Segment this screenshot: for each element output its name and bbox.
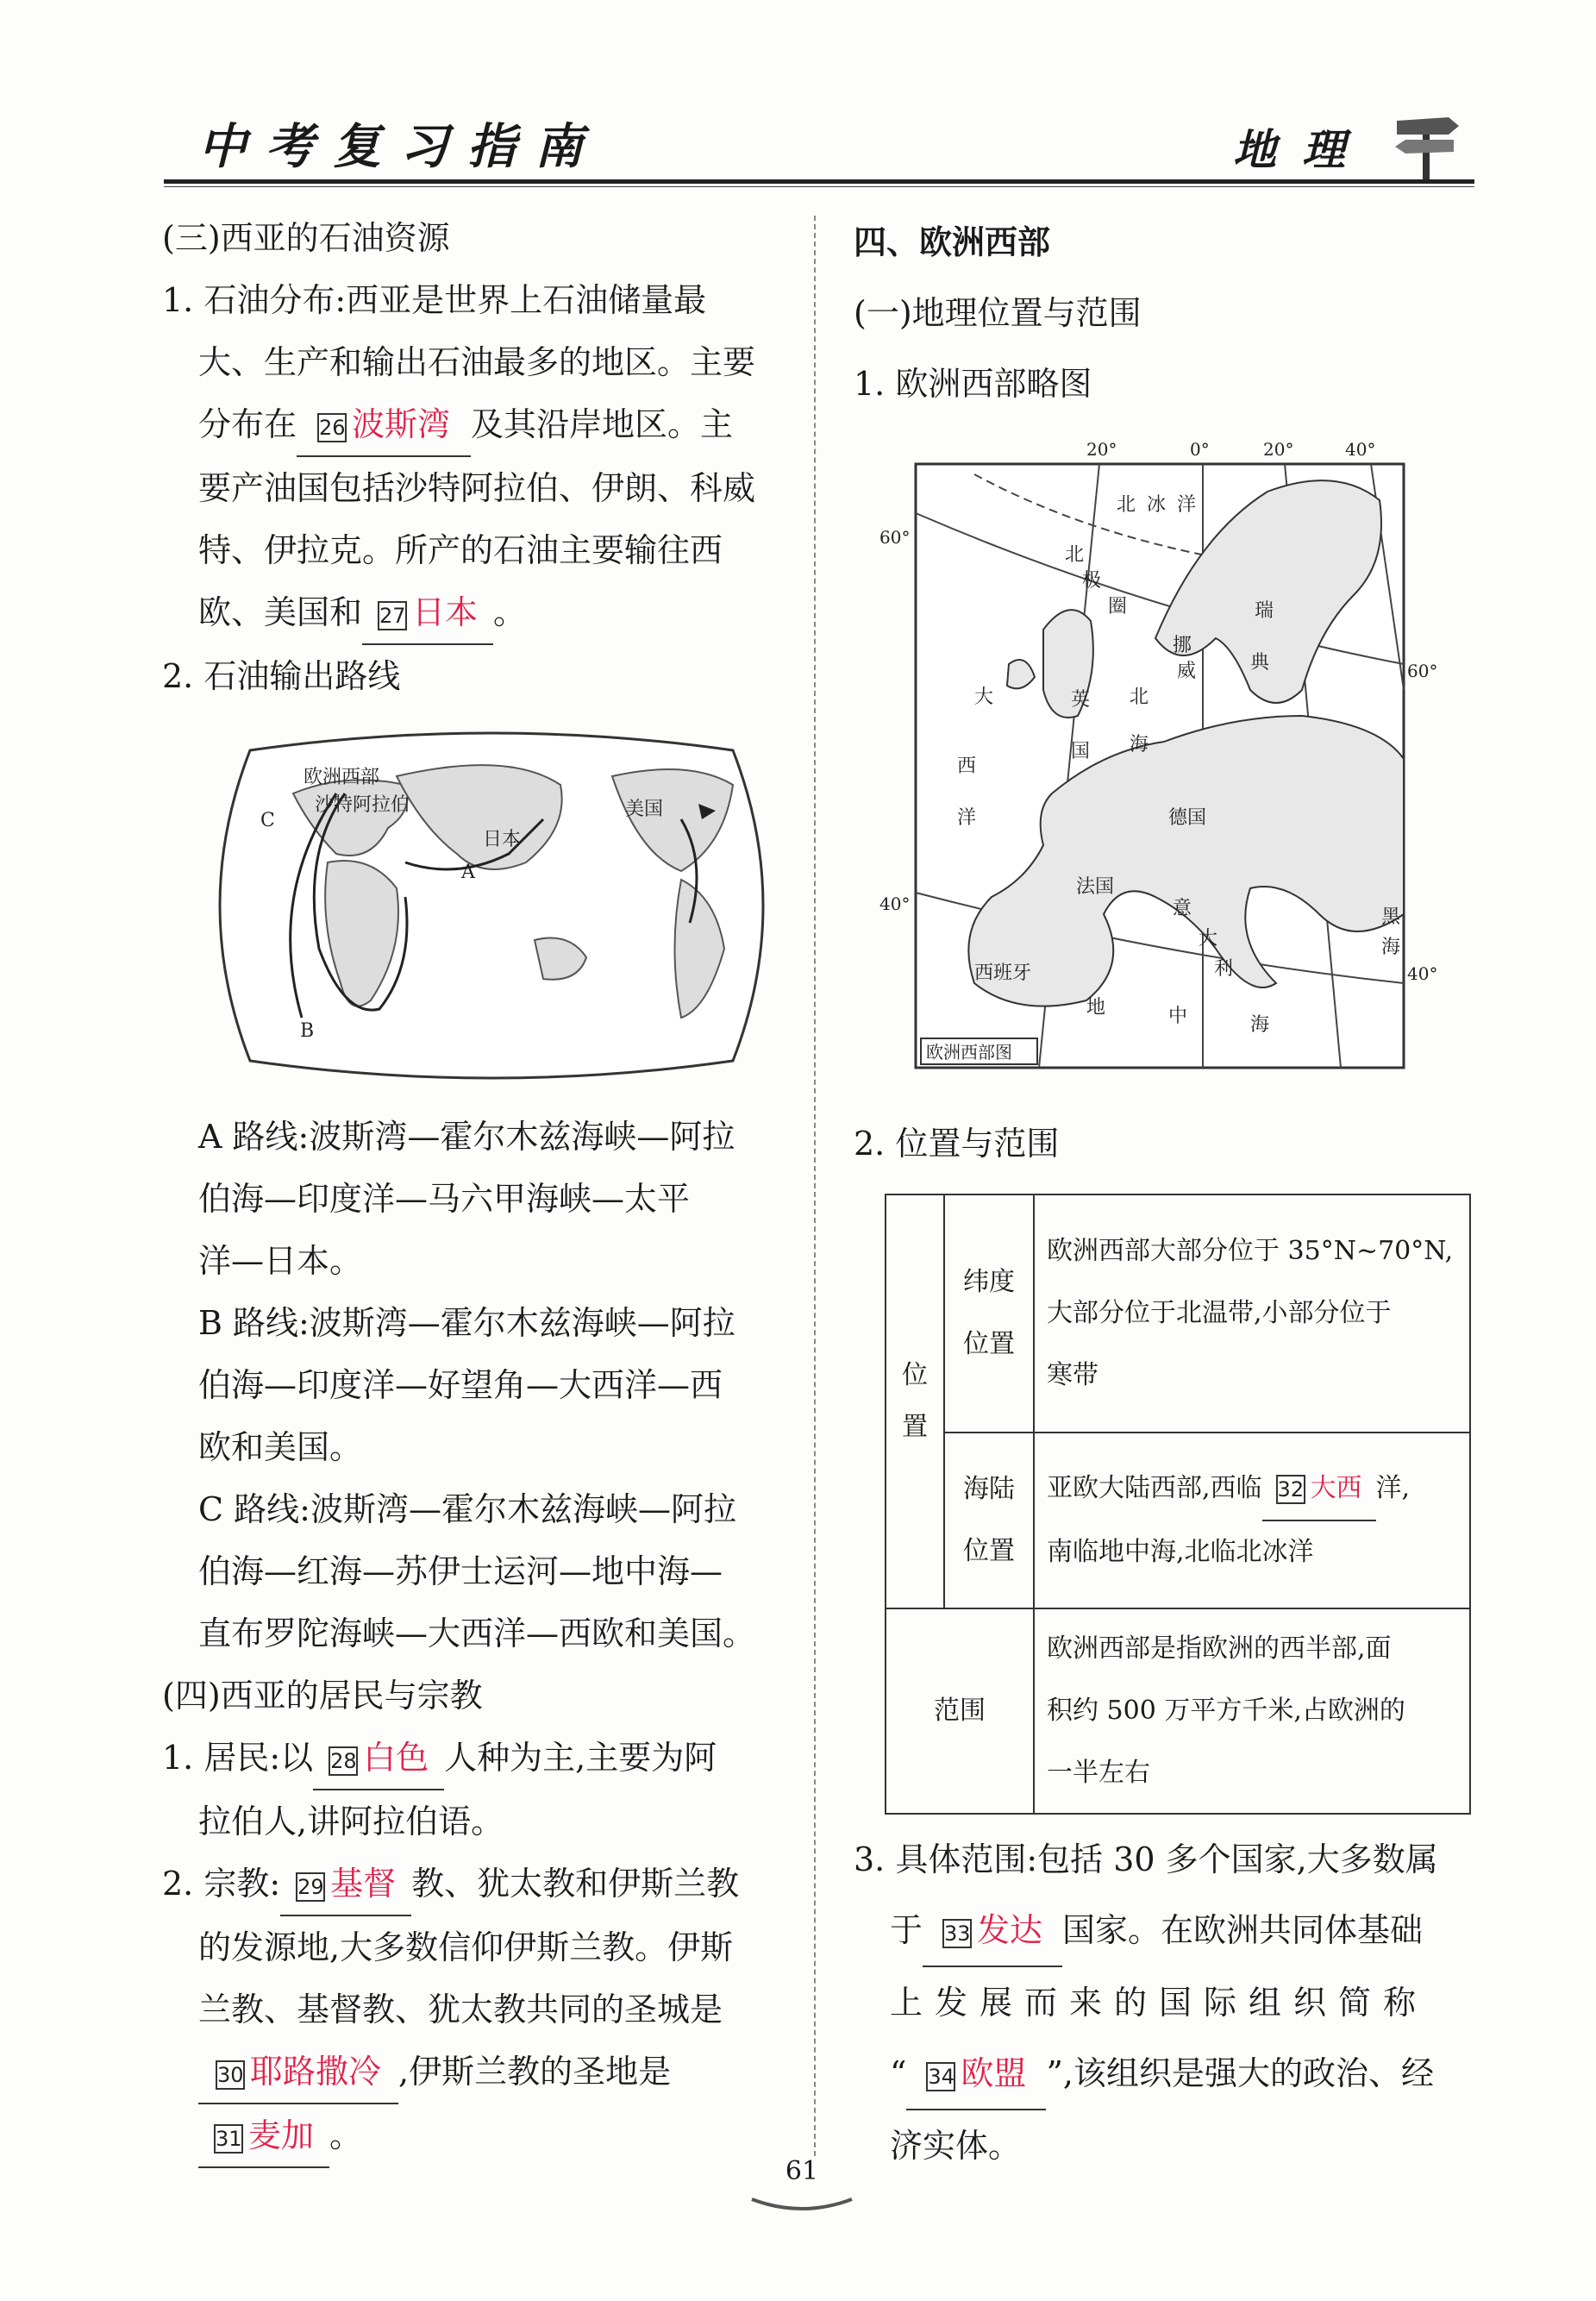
map-label-a: A (461, 862, 475, 883)
map-label-atlantic: 洋 (957, 807, 977, 829)
position-title: 2. 位置与范围 (854, 1125, 1060, 1163)
map-label-black-sea: 海 (1381, 937, 1401, 958)
blank-answer: 发达 (977, 1911, 1043, 1949)
route-a-2: 伯海—印度洋—马六甲海峡—太平 (198, 1180, 691, 1218)
blank-number: 31 (214, 2124, 243, 2154)
blank-33[interactable] (923, 1895, 1062, 1967)
s1-line4: 要产油国包括沙特阿拉伯、伊朗、科威 (198, 469, 756, 507)
map-label-mediterranean: 海 (1250, 1014, 1270, 1036)
range-text: 欧洲西部是指欧洲的西半部,面 (1047, 1633, 1392, 1664)
west-europe-map (871, 431, 1457, 1078)
range-text-cell (1034, 1608, 1470, 1814)
sea-text-cell (1034, 1433, 1470, 1608)
pos-label-cell (886, 1194, 944, 1608)
map-label-arctic-circle: 极 (1082, 570, 1102, 592)
lat-text: 大部分位于北温带,小部分位于 (1047, 1298, 1392, 1328)
map-label-germany: 德国 (1168, 807, 1207, 829)
range-text: 积约 500 万平方千米,占欧洲的 (1047, 1696, 1405, 1726)
sea-label: 位置 (963, 1536, 1015, 1566)
blank-28[interactable] (313, 1727, 444, 1790)
map-label-atlantic: 西 (957, 756, 977, 777)
lon-label: 20° (1086, 439, 1117, 460)
r1-line2: 拉伯人,讲阿拉伯语。 (198, 1803, 504, 1840)
map-label-france: 法国 (1076, 876, 1115, 898)
lat-label: 40° (1407, 963, 1438, 984)
r2-line4: 30 耶路撒冷 ,伊斯兰教的圣地是 (162, 2041, 792, 2104)
r2-line3: 兰教、基督教、犹太教共同的圣城是 (198, 1991, 723, 2028)
signpost-icon (1388, 110, 1466, 179)
blank-answer: 日本 (412, 593, 479, 631)
route-b-1: B 路线:波斯湾—霍尔木兹海峡—阿拉 (198, 1304, 735, 1342)
blank-number: 30 (216, 2060, 245, 2090)
sea-label: 海陆 (963, 1474, 1015, 1504)
route-c-3: 直布罗陀海峡—大西洋—西欧和美国。 (198, 1614, 756, 1652)
lon-label: 20° (1263, 439, 1294, 460)
s3-line4: “ 34 欧盟 ”,该组织是强大的政治、经 (854, 2038, 1474, 2110)
blank-number: 28 (329, 1746, 358, 1776)
map-label-mediterranean: 地 (1086, 997, 1106, 1019)
map-label-west-europe: 欧洲西部 (304, 767, 380, 788)
blank-29[interactable] (280, 1853, 411, 1916)
blank-answer: 基督 (330, 1865, 397, 1903)
lat-label: 60° (1407, 661, 1438, 681)
blank-number: 34 (926, 2062, 955, 2091)
blank-number: 27 (378, 601, 407, 630)
sea-line1: 亚欧大陆西部,西临 32 大西 洋, (1047, 1458, 1468, 1521)
blank-34[interactable] (906, 2038, 1046, 2110)
blank-answer: 欧盟 (961, 2054, 1027, 2092)
blank-answer: 耶路撒冷 (249, 2053, 381, 2091)
map-label-b: B (300, 1020, 315, 1042)
blank-number: 32 (1276, 1475, 1305, 1504)
pos-title (854, 1113, 1474, 1175)
r2-line5: 31 麦加 。 (162, 2104, 792, 2168)
subject-title: 地理 (1233, 124, 1371, 175)
map-label-arctic-ocean: 冰 (1147, 494, 1167, 516)
blank-27[interactable] (362, 581, 493, 645)
map-label-sweden: 瑞 (1255, 600, 1274, 622)
route-a-1: A 路线:波斯湾—霍尔木兹海峡—阿拉 (198, 1118, 735, 1156)
s3-line3: 上发展而来的国际组织简称 (890, 1984, 1429, 2022)
route-b-2: 伯海—印度洋—好望角—大西洋—西 (198, 1366, 723, 1404)
map-label-saudi: 沙特阿拉伯 (315, 794, 410, 816)
blank-answer: 大西 (1310, 1473, 1362, 1503)
map-label-black-sea: 黑 (1381, 906, 1401, 928)
page-number: 61 (785, 2156, 819, 2186)
s1-line3: 分布在 26 波斯湾 及其沿岸地区。主 (162, 393, 792, 457)
s1-line6: 欧、美国和 27 日本 。 (162, 581, 792, 645)
blank-answer: 麦加 (247, 2116, 314, 2154)
left-column-lower (162, 1106, 792, 2168)
page-header (155, 103, 1474, 181)
route-b-3: 欧和美国。 (198, 1428, 363, 1466)
blank-answer: 白色 (363, 1739, 429, 1777)
position-table (885, 1194, 1471, 1815)
section-title: 四、欧洲西部 (854, 223, 1051, 261)
map-label-north-sea: 海 (1130, 734, 1149, 756)
map-label-sweden: 典 (1250, 652, 1270, 674)
map-label-arctic-circle: 圈 (1108, 596, 1128, 618)
lon-label: 0° (1190, 439, 1210, 460)
map-label-italy: 大 (1199, 928, 1218, 950)
lat-label: 60° (879, 527, 911, 548)
blank-31[interactable] (198, 2104, 329, 2168)
s3-line1: 3. 具体范围:包括 30 多个国家,大多数属 (854, 1840, 1438, 1878)
blank-number: 26 (317, 413, 347, 442)
lat-text-cell (1034, 1194, 1470, 1433)
right-column-bottom (854, 1824, 1474, 2181)
route-c-2: 伯海—红海—苏伊士运河—地中海— (198, 1552, 723, 1590)
map-label-arctic-circle: 北 (1065, 544, 1085, 566)
map-label-north-sea: 北 (1130, 687, 1149, 708)
lat-text: 欧洲西部大部分位于 35°N~70°N, (1047, 1236, 1454, 1266)
map-label-uk: 英 (1071, 689, 1091, 711)
map-label-japan: 日本 (483, 829, 522, 850)
header-rule-thin (164, 186, 1474, 187)
s2-title: 2. 石油输出路线 (162, 657, 401, 695)
map-label-uk: 国 (1071, 741, 1091, 762)
map-label-italy: 利 (1214, 958, 1234, 980)
map-label-norway: 威 (1177, 661, 1197, 682)
range-label-cell: 范围 (886, 1608, 1034, 1814)
blank-answer: 波斯湾 (352, 405, 451, 443)
s1-line5: 特、伊拉克。所产的石油主要输往西 (198, 531, 723, 569)
sub1-title: (一)地理位置与范围 (854, 294, 1142, 332)
map-label-c: C (260, 810, 275, 831)
sea-line2: 南临地中海,北临北冰洋 (1047, 1537, 1314, 1567)
r2-line1: 2. 宗教: 29 基督 教、犹太教和伊斯兰教 (162, 1853, 792, 1916)
lat-label: 纬度 (963, 1267, 1015, 1297)
oil-route-map (198, 724, 785, 1087)
map-label-spain: 西班牙 (974, 962, 1032, 984)
section4-title: (四)西亚的居民与宗教 (162, 1677, 483, 1715)
map-label-italy: 意 (1173, 898, 1192, 919)
lat-label-cell (944, 1194, 1034, 1433)
r2-line2: 的发源地,大多数信仰伊斯兰教。伊斯 (198, 1928, 734, 1966)
blank-30[interactable] (198, 2041, 398, 2104)
blank-32[interactable] (1262, 1458, 1376, 1521)
sea-label-cell (944, 1433, 1034, 1608)
s3-line5: 济实体。 (890, 2127, 1022, 2165)
pos-label-char: 置 (902, 1412, 928, 1442)
range-text: 一半左右 (1047, 1758, 1150, 1788)
route-a-3: 洋—日本。 (198, 1242, 363, 1280)
route-c-1: C 路线:波斯湾—霍尔木兹海峡—阿拉 (198, 1490, 736, 1528)
blank-number: 33 (942, 1919, 972, 1948)
map-label-arctic-ocean: 洋 (1177, 494, 1197, 516)
s1-line1: 1. 石油分布:西亚是世界上石油储量最 (162, 281, 707, 319)
lat-label: 位置 (963, 1329, 1015, 1359)
map-label-norway: 挪 (1173, 635, 1192, 656)
blank-number: 29 (296, 1872, 325, 1902)
lat-label: 40° (879, 893, 911, 914)
map-label-atlantic: 大 (974, 687, 994, 708)
pos-label-char: 位 (902, 1360, 928, 1390)
map-label-usa: 美国 (625, 799, 664, 820)
column-divider (814, 216, 816, 2156)
map-caption: 欧洲西部图 (926, 1042, 1012, 1063)
section3-title: (三)西亚的石油资源 (162, 219, 450, 257)
blank-26[interactable] (297, 393, 471, 457)
s1-line2: 大、生产和输出石油最多的地区。主要 (198, 343, 756, 381)
r1-line1: 1. 居民:以 28 白色 人种为主,主要为阿 (162, 1727, 792, 1790)
map-label-mediterranean: 中 (1168, 1006, 1188, 1027)
header-rule (164, 179, 1474, 184)
s3-line2: 于 33 发达 国家。在欧洲共同体基础 (854, 1895, 1474, 1967)
left-column (162, 207, 792, 707)
book-title: 中考复习指南 (198, 118, 602, 175)
lat-text: 寒带 (1047, 1360, 1098, 1390)
map-label-arctic-ocean: 北 (1117, 494, 1136, 516)
right-column-top (854, 207, 1474, 419)
map-title: 1. 欧洲西部略图 (854, 365, 1092, 403)
lon-label: 40° (1345, 439, 1376, 460)
